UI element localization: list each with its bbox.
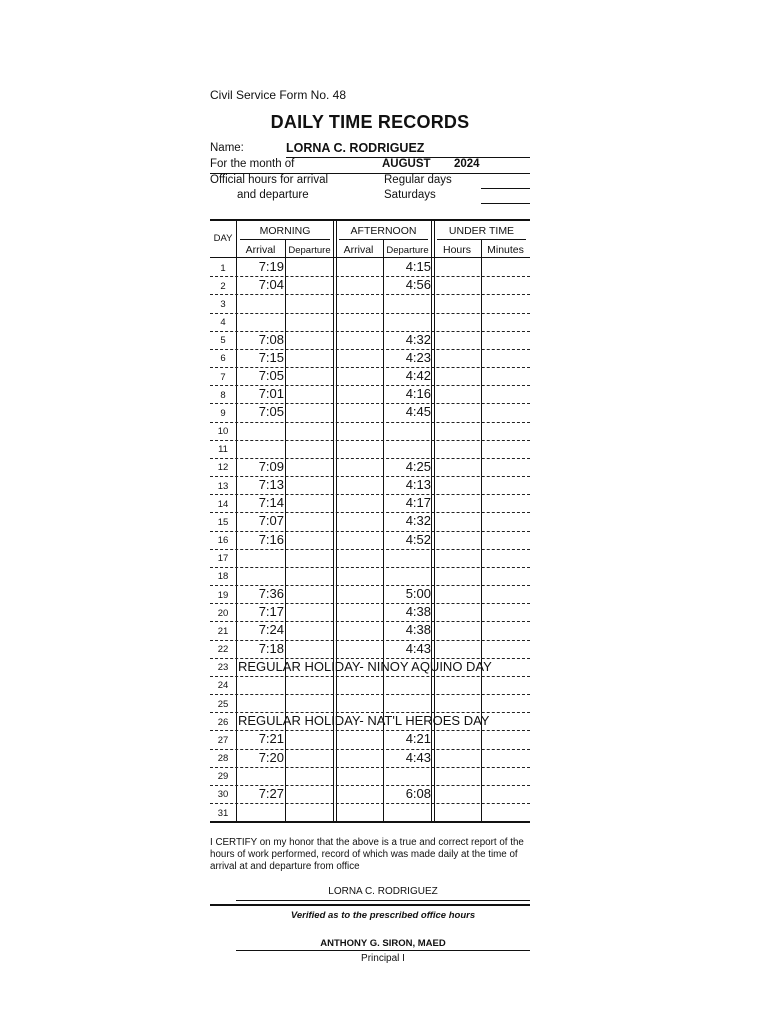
am-arrival-time: 7:16	[258, 531, 284, 547]
am-arrival-time: 7:24	[258, 622, 284, 638]
day-number: 28	[217, 753, 229, 765]
am-arrival-time: 7:05	[258, 404, 284, 420]
pm-departure-time: 4:21	[405, 731, 431, 747]
day-number: 22	[217, 644, 229, 656]
row-divider	[210, 567, 530, 568]
pm-departure-time: 4:17	[405, 495, 431, 511]
day-number: 17	[217, 553, 229, 565]
pm-departure-time: 4:56	[405, 277, 431, 293]
day-number: 15	[217, 516, 229, 528]
saturdays-blank	[481, 203, 530, 204]
row-divider	[210, 767, 530, 768]
form-number: Civil Service Form No. 48	[210, 88, 347, 102]
day-number: 31	[217, 807, 229, 819]
verifier-signature-line	[236, 950, 530, 951]
day-number: 30	[217, 789, 229, 801]
day-number: 18	[217, 571, 229, 583]
pm-departure-time: 5:00	[405, 586, 431, 602]
month-value: AUGUST	[382, 158, 431, 170]
page-title: DAILY TIME RECORDS	[270, 112, 470, 132]
day-number: 24	[217, 680, 229, 692]
verifier-position: Principal I	[361, 953, 405, 964]
signature-separator	[210, 904, 530, 906]
day-number: 20	[217, 607, 229, 619]
afternoon-undertime-divider	[431, 220, 435, 822]
am-arrival-time: 7:21	[258, 731, 284, 747]
day-number: 29	[217, 771, 229, 783]
row-divider	[210, 294, 530, 295]
employee-name: LORNA C. RODRIGUEZ	[286, 141, 425, 155]
day-number: 9	[220, 407, 226, 419]
employee-signature-line	[236, 900, 530, 901]
row-divider	[210, 422, 530, 423]
am-arrival-header: Arrival	[245, 244, 276, 256]
day-number: 12	[217, 462, 229, 474]
employee-signature-name: LORNA C. RODRIGUEZ	[328, 886, 438, 897]
row-divider	[210, 549, 530, 550]
year-value: 2024	[454, 158, 480, 170]
certification-text: I CERTIFY on my honor that the above is a true and correct report of the hours of work performed, record of which was made daily at the time of arrival at and departure from office	[210, 837, 524, 872]
am-arrival-time: 7:09	[258, 458, 284, 474]
pm-arrival-header: Arrival	[343, 244, 374, 256]
day-number: 26	[217, 716, 229, 728]
pm-departure-time: 4:38	[405, 604, 431, 620]
am-arrival-time: 7:17	[258, 604, 284, 620]
regular-days-label: Regular days	[384, 174, 452, 186]
pm-departure-time: 4:13	[405, 477, 431, 493]
pm-departure-header: Departure	[386, 245, 429, 256]
day-number: 3	[220, 298, 226, 310]
header-bottom-border	[210, 257, 530, 258]
afternoon-header: AFTERNOON	[350, 225, 417, 237]
day-number: 1	[220, 262, 226, 274]
day-number: 5	[220, 335, 226, 347]
month-label: For the month of	[210, 158, 295, 170]
pm-departure-time: 4:52	[405, 531, 431, 547]
pm-departure-time: 4:25	[405, 458, 431, 474]
pm-departure-time: 4:38	[405, 622, 431, 638]
day-number: 6	[220, 353, 226, 365]
pm-departure-time: 4:42	[405, 368, 431, 384]
day-number: 13	[217, 480, 229, 492]
row-divider	[210, 440, 530, 441]
holiday-note: REGULAR HOLIDAY- NINOY AQUINO DAY	[238, 658, 492, 674]
row-divider	[210, 803, 530, 804]
am-arrival-time: 7:15	[258, 349, 284, 365]
day-number: 21	[217, 625, 229, 637]
pm-departure-time: 4:23	[405, 349, 431, 365]
pm-departure-time: 4:15	[405, 259, 431, 274]
day-header: DAY	[213, 233, 233, 244]
official-hours-label-2: and departure	[237, 189, 309, 201]
am-departure-header: Departure	[288, 245, 331, 256]
am-arrival-time: 7:14	[258, 495, 284, 511]
minutes-header: Minutes	[487, 244, 524, 256]
day-number: 27	[217, 734, 229, 746]
pm-departure-time: 6:08	[405, 785, 431, 801]
am-arrival-time: 7:18	[258, 640, 284, 656]
hours-header: Hours	[442, 244, 471, 256]
am-arrival-time: 7:13	[258, 477, 284, 493]
day-number: 2	[220, 280, 226, 292]
am-arrival-time: 7:27	[258, 785, 284, 801]
saturdays-label: Saturdays	[384, 189, 436, 201]
table-top-border	[210, 219, 530, 221]
morning-header: MORNING	[259, 225, 311, 237]
day-number: 8	[220, 389, 226, 401]
pm-departure-time: 4:16	[405, 386, 431, 402]
day-number: 4	[220, 317, 226, 328]
day-number: 11	[218, 444, 228, 456]
day-number: 7	[220, 371, 226, 383]
morning-afternoon-divider	[333, 220, 337, 822]
row-divider	[210, 694, 530, 695]
day-number: 23	[217, 662, 229, 674]
official-hours-label: Official hours for arrival	[210, 174, 329, 186]
am-arrival-time: 7:20	[258, 749, 284, 765]
am-arrival-time: 7:05	[258, 368, 284, 384]
day-number: 16	[217, 535, 229, 547]
am-arrival-time: 7:07	[258, 513, 284, 529]
am-arrival-time: 7:04	[258, 277, 284, 293]
day-number: 14	[217, 498, 229, 510]
row-divider	[210, 313, 530, 314]
am-arrival-time: 7:19	[258, 259, 284, 274]
am-arrival-time: 7:36	[258, 586, 284, 602]
day-number: 10	[217, 426, 229, 438]
pm-departure-time: 4:45	[405, 404, 431, 420]
day-number: 19	[217, 589, 229, 601]
regular-days-blank	[481, 188, 530, 189]
pm-departure-time: 4:32	[405, 331, 431, 347]
verifier-name: ANTHONY G. SIRON, MAED	[320, 938, 446, 949]
day-number: 25	[217, 698, 229, 710]
table-bottom-border	[210, 821, 530, 823]
am-arrival-time: 7:08	[258, 331, 284, 347]
row-divider	[210, 676, 530, 677]
holiday-note: REGULAR HOLIDAY- NAT'L HEROES DAY	[238, 713, 490, 729]
verified-text: Verified as to the prescribed office hours	[290, 910, 476, 921]
pm-departure-time: 4:43	[405, 749, 431, 765]
undertime-header: UNDER TIME	[448, 225, 515, 237]
pm-departure-time: 4:32	[405, 513, 431, 529]
am-arrival-time: 7:01	[258, 386, 284, 402]
pm-departure-time: 4:43	[405, 640, 431, 656]
name-label: Name:	[210, 142, 244, 154]
